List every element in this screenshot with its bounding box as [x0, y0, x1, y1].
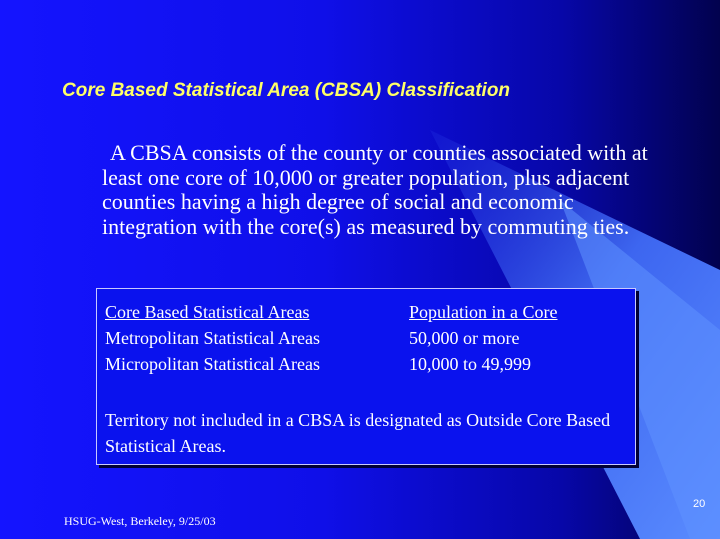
table-row-metro-value: 50,000 or more: [409, 328, 520, 348]
table-header-population: Population in a Core: [409, 302, 558, 322]
slide-title: Core Based Statistical Area (CBSA) Classification: [62, 80, 511, 101]
outside-cbsa-note: Territory not included in a CBSA is designated as Outside Core Based Statistical Areas.: [105, 410, 611, 456]
table-header-area: Core Based Statistical Areas: [105, 302, 310, 322]
table-row-micro-value: 10,000 to 49,999: [409, 354, 532, 374]
classification-table: [96, 288, 636, 465]
table-row-metro-label: Metropolitan Statistical Areas: [105, 328, 320, 348]
footer-text: HSUG-West, Berkeley, 9/25/03: [64, 514, 216, 528]
page-number: 20: [693, 498, 706, 510]
body-paragraph: A CBSA consists of the county or counties associated with at least one core of 10,000 or greater population, plus adjacent counties having a high degree of social and economic integration with the core(s) as measured by commuting ties.: [102, 140, 648, 239]
table-row-micro-label: Micropolitan Statistical Areas: [105, 354, 320, 374]
